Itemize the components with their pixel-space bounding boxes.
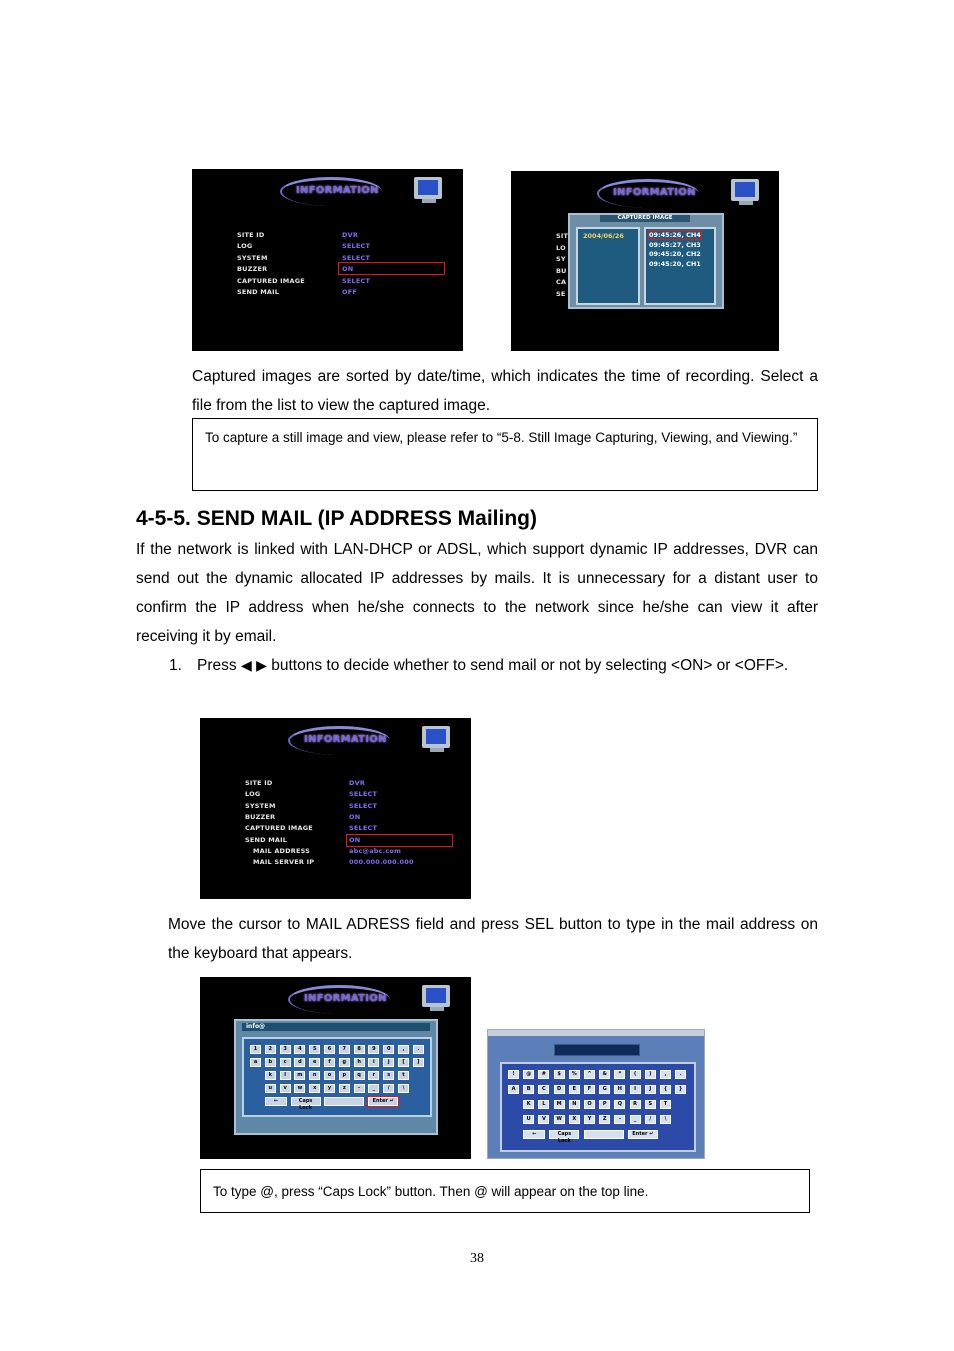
menu-label-partial: CA — [556, 278, 567, 286]
keyboard-key[interactable]: . — [413, 1045, 424, 1054]
keyboard-key[interactable]: V — [538, 1115, 549, 1124]
keyboard-key[interactable]: x — [309, 1084, 320, 1093]
keyboard-key[interactable]: ( — [630, 1070, 641, 1079]
menu-value[interactable]: SELECT — [349, 790, 378, 799]
send-mail-paragraph: If the network is linked with LAN-DHCP or ADSL, which support dynamic IP addresses, DVR can send out the dynamic allocated IP addresses by mails. It is unnecessary for a distant user to confirm the IP address when he/she connects to the network since he/she can view it after receiving it by email. — [136, 541, 818, 645]
keyboard-key[interactable]: T — [660, 1100, 671, 1109]
menu-label: SYSTEM — [245, 801, 276, 810]
time-pane — [644, 227, 716, 305]
captured-images-paragraph: Captured images are sorted by date/time, which indicates the time of recording. Select a file from the list to view the captured image. — [192, 368, 818, 414]
keyboard-key[interactable]: g — [339, 1058, 350, 1067]
keyboard-keypad — [500, 1062, 696, 1152]
keyboard-key[interactable]: a — [250, 1058, 261, 1067]
keyboard-key[interactable]: / — [383, 1084, 394, 1093]
keyboard-key[interactable]: f — [324, 1058, 335, 1067]
capture-date[interactable]: 2004/06/26 — [583, 232, 624, 240]
keyboard-key[interactable]: M — [554, 1100, 565, 1109]
keyboard-key[interactable]: _ — [368, 1084, 379, 1093]
selection-highlight — [338, 262, 445, 275]
keyboard-key[interactable]: ^ — [584, 1070, 595, 1079]
keyboard-key[interactable]: E — [569, 1085, 580, 1094]
menu-label: BUZZER — [245, 812, 276, 821]
keyboard-key[interactable]: \ — [398, 1084, 409, 1093]
keyboard-key[interactable]: _ — [630, 1115, 641, 1124]
keyboard-key[interactable]: 0 — [383, 1045, 394, 1054]
keyboard-key[interactable]: K — [523, 1100, 534, 1109]
keyboard-key[interactable]: F — [584, 1085, 595, 1094]
keyboard-key[interactable]: v — [280, 1084, 291, 1093]
enter-key[interactable]: Enter ↵ — [628, 1130, 658, 1139]
menu-label: SYSTEM — [237, 253, 268, 262]
step-press: Press — [197, 657, 237, 674]
keyboard-key[interactable]: 4 — [294, 1045, 305, 1054]
space-key[interactable] — [584, 1130, 624, 1139]
monitor-icon — [731, 179, 761, 205]
keyboard-key[interactable]: H — [614, 1085, 625, 1094]
monitor-icon — [422, 726, 452, 752]
keyboard-key[interactable]: { — [660, 1085, 671, 1094]
caps-lock-key[interactable]: Caps Lock — [549, 1130, 579, 1139]
capture-time-item[interactable]: 09:45:26, CH4 — [649, 231, 701, 239]
keyboard-key[interactable]: X — [569, 1115, 580, 1124]
menu-label: LOG — [245, 790, 261, 799]
menu-value[interactable]: SELECT — [349, 824, 378, 833]
screenshot-information-menu — [192, 169, 463, 351]
keyboard-key[interactable]: J — [645, 1085, 656, 1094]
information-logo: INFORMATION — [280, 177, 390, 207]
keyboard-key[interactable]: 9 — [368, 1045, 379, 1054]
mail-address-paragraph: Move the cursor to MAIL ADRESS field and press SEL button to type in the mail address on the keyboard that appears. — [168, 916, 818, 962]
keyboard-keypad — [242, 1037, 432, 1117]
menu-label: SITE ID — [245, 779, 273, 787]
backspace-key[interactable]: ← — [523, 1130, 545, 1139]
menu-label: SEND MAIL — [237, 288, 280, 296]
note-box-capture: To capture a still image and view, please refer to “5-8. Still Image Capturing, Viewing, and Viewing.” — [192, 418, 818, 491]
space-key[interactable] — [324, 1097, 364, 1106]
keyboard-key[interactable]: $ — [554, 1070, 565, 1079]
capture-time-item[interactable]: 09:45:20, CH1 — [649, 259, 701, 268]
menu-label: SEND MAIL — [245, 835, 288, 844]
keyboard-key[interactable]: \ — [660, 1115, 671, 1124]
keyboard-key[interactable]: A — [508, 1085, 519, 1094]
menu-value[interactable]: abc@abc.com — [349, 846, 402, 855]
keyboard-key[interactable]: 1 — [250, 1045, 261, 1054]
note-box-caps-lock: To type @, press “Caps Lock” button. Then @ will appear on the top line. — [200, 1169, 810, 1213]
keyboard-key[interactable]: O — [584, 1100, 595, 1109]
capture-time-item[interactable]: 09:45:27, CH3 — [649, 240, 701, 249]
keyboard-key[interactable]: 2 — [265, 1045, 276, 1054]
menu-label: LOG — [237, 242, 253, 251]
keyboard-key[interactable]: U — [523, 1115, 534, 1124]
menu-value[interactable]: OFF — [342, 288, 358, 296]
step-text — [197, 651, 818, 681]
keyboard-input-field[interactable]: info@ — [242, 1023, 430, 1031]
menu-label-partial: SE — [556, 289, 566, 298]
screenshot-keyboard-lowercase — [200, 977, 471, 1159]
menu-value[interactable]: ON — [349, 812, 361, 821]
step-body: buttons to decide whether to send mail or not by selecting <ON> or <OFF>. — [271, 657, 789, 674]
keyboard-key[interactable]: C — [538, 1085, 549, 1094]
keyboard-key[interactable]: 3 — [280, 1045, 291, 1054]
menu-label-partial: BU — [556, 266, 567, 275]
keyboard-key[interactable]: Y — [584, 1115, 595, 1124]
keyboard-key[interactable]: S — [645, 1100, 656, 1109]
keyboard-key[interactable]: y — [324, 1084, 335, 1093]
keyboard-key[interactable]: i — [368, 1058, 379, 1067]
menu-label-partial: SY — [556, 255, 566, 263]
menu-value[interactable]: SELECT — [342, 242, 371, 251]
keyboard-key[interactable]: ! — [508, 1070, 519, 1079]
keyboard-key[interactable]: r — [368, 1071, 379, 1080]
keyboard-key[interactable]: W — [554, 1115, 565, 1124]
information-logo: INFORMATION — [288, 985, 398, 1015]
information-logo: INFORMATION — [597, 179, 707, 209]
keyboard-key[interactable]: j — [383, 1058, 394, 1067]
keyboard-key[interactable]: , — [660, 1070, 671, 1079]
menu-value[interactable]: 000.000.000.000 — [349, 858, 414, 867]
captured-image-title: CAPTURED IMAGE — [600, 215, 690, 222]
keyboard-key[interactable]: [ — [398, 1058, 409, 1067]
menu-label: CAPTURED IMAGE — [245, 824, 313, 833]
menu-value[interactable]: SELECT — [342, 253, 371, 262]
page-number: 38 — [470, 1251, 484, 1266]
menu-value[interactable]: ON — [349, 835, 361, 844]
keyboard-key[interactable]: / — [645, 1115, 656, 1124]
menu-label: BUZZER — [237, 265, 268, 274]
keyboard-key[interactable]: . — [675, 1070, 686, 1079]
keyboard-key[interactable]: I — [630, 1085, 641, 1094]
keyboard-key[interactable]: h — [354, 1058, 365, 1067]
screenshot-keyboard-uppercase — [487, 1029, 705, 1159]
keyboard-key[interactable]: G — [599, 1085, 610, 1094]
keyboard-key[interactable]: 5 — [309, 1045, 320, 1054]
enter-key[interactable]: Enter ↵ — [368, 1097, 398, 1106]
backspace-key[interactable]: ← — [265, 1097, 287, 1106]
keyboard-frame — [234, 1019, 438, 1135]
menu-label-partial: SIT — [556, 232, 569, 240]
step-number: 1. — [169, 657, 182, 674]
menu-value[interactable]: DVR — [342, 231, 359, 239]
selection-highlight — [346, 834, 453, 847]
menu-value[interactable]: ON — [342, 265, 354, 274]
keyboard-key[interactable]: B — [523, 1085, 534, 1094]
keyboard-key[interactable]: } — [675, 1085, 686, 1094]
menu-label: MAIL SERVER IP — [253, 858, 315, 867]
keyboard-key[interactable]: , — [398, 1045, 409, 1054]
keyboard-key[interactable]: & — [599, 1070, 610, 1079]
date-pane — [576, 227, 640, 305]
keyboard-key[interactable]: m — [294, 1071, 305, 1080]
keyboard-key[interactable]: t — [398, 1071, 409, 1080]
keyboard-key[interactable]: - — [354, 1084, 365, 1093]
keyboard-key[interactable]: L — [538, 1100, 549, 1109]
menu-label-partial: LO — [556, 243, 566, 252]
keyboard-key[interactable]: l — [280, 1071, 291, 1080]
menu-value[interactable]: DVR — [349, 779, 366, 787]
keyboard-key[interactable]: b — [265, 1058, 276, 1067]
keyboard-key[interactable]: @ — [523, 1070, 534, 1079]
keyboard-key[interactable]: Q — [614, 1100, 625, 1109]
keyboard-key[interactable]: p — [339, 1071, 350, 1080]
keyboard-key[interactable]: n — [309, 1071, 320, 1080]
keyboard-key[interactable]: e — [309, 1058, 320, 1067]
keyboard-key[interactable]: c — [280, 1058, 291, 1067]
keyboard-key[interactable]: ) — [645, 1070, 656, 1079]
keyboard-key[interactable]: w — [294, 1084, 305, 1093]
monitor-icon — [422, 985, 452, 1011]
keyboard-key[interactable]: P — [599, 1100, 610, 1109]
keyboard-key[interactable]: k — [265, 1071, 276, 1080]
keyboard-key[interactable]: d — [294, 1058, 305, 1067]
keyboard-key[interactable]: Z — [599, 1115, 610, 1124]
keyboard-key[interactable]: N — [569, 1100, 580, 1109]
keyboard-key[interactable]: z — [339, 1084, 350, 1093]
menu-label: CAPTURED IMAGE — [237, 276, 305, 285]
keyboard-key[interactable]: R — [630, 1100, 641, 1109]
keyboard-key[interactable]: ] — [413, 1058, 424, 1067]
menu-value[interactable]: SELECT — [342, 276, 371, 285]
capture-time-item[interactable]: 09:45:20, CH2 — [649, 250, 701, 259]
keyboard-key[interactable]: % — [569, 1070, 580, 1079]
window-titlebar — [488, 1030, 704, 1036]
keyboard-key[interactable]: o — [324, 1071, 335, 1080]
screenshot-send-mail-menu — [200, 718, 471, 899]
menu-value[interactable]: SELECT — [349, 801, 378, 810]
screenshot-captured-image — [511, 171, 779, 351]
keyboard-key[interactable]: - — [614, 1115, 625, 1124]
keyboard-key[interactable]: * — [614, 1070, 625, 1079]
keyboard-key[interactable]: q — [354, 1071, 365, 1080]
left-right-arrow-icons: ◀ ▶ — [240, 658, 267, 674]
keyboard-key[interactable]: 7 — [339, 1045, 350, 1054]
section-title: 4-5-5. SEND MAIL (IP ADDRESS Mailing) — [136, 507, 537, 530]
menu-label: SITE ID — [237, 231, 265, 239]
keyboard-key[interactable]: D — [554, 1085, 565, 1094]
keyboard-input-field[interactable] — [554, 1044, 640, 1056]
keyboard-key[interactable]: u — [265, 1084, 276, 1093]
keyboard-key[interactable]: # — [538, 1070, 549, 1079]
keyboard-key[interactable]: 6 — [324, 1045, 335, 1054]
caps-lock-key[interactable]: Caps Lock — [291, 1097, 321, 1106]
keyboard-key[interactable]: 8 — [354, 1045, 365, 1054]
monitor-icon — [414, 177, 444, 203]
captured-image-window — [568, 213, 724, 309]
information-logo: INFORMATION — [288, 726, 398, 756]
keyboard-key[interactable]: s — [383, 1071, 394, 1080]
menu-label: MAIL ADDRESS — [253, 846, 311, 855]
